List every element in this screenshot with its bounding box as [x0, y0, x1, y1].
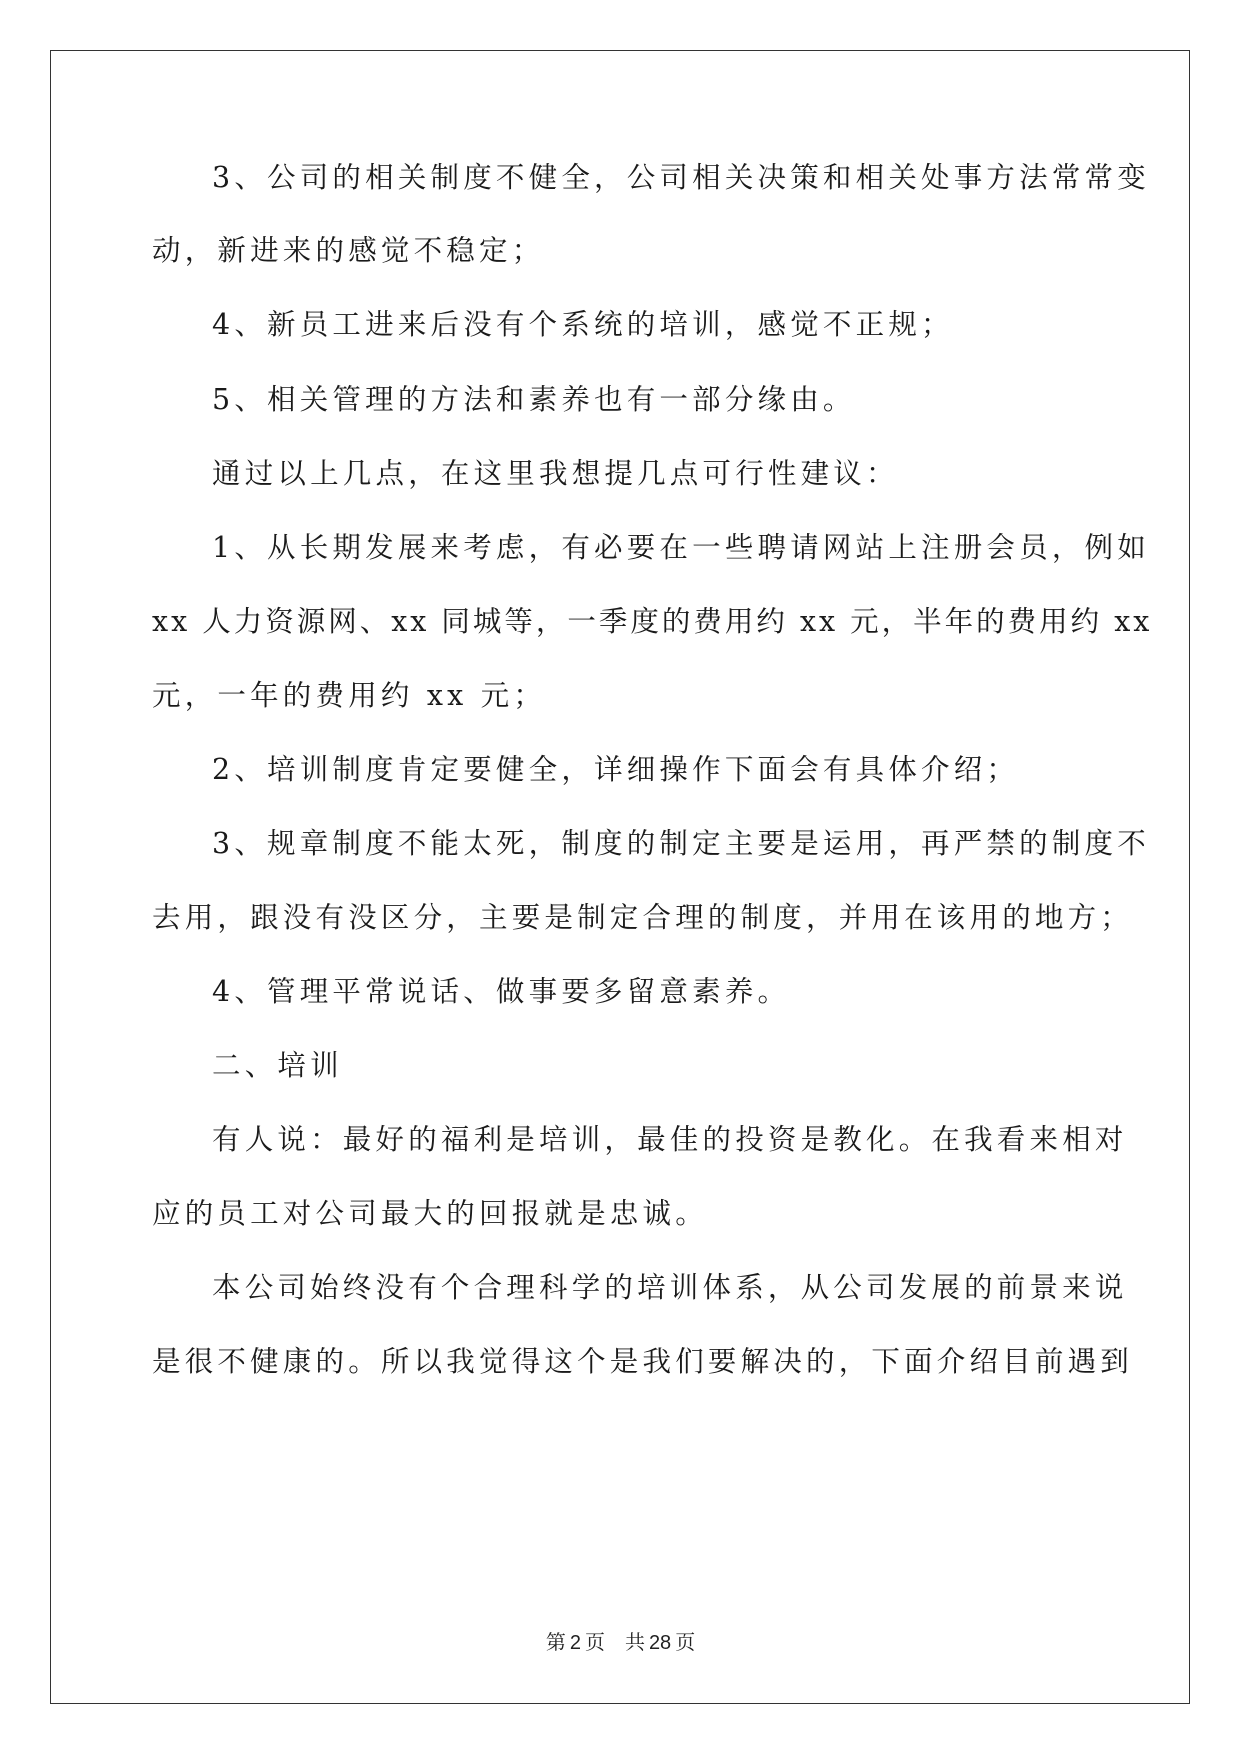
- page-number: 2: [569, 1632, 581, 1654]
- paragraph-line: 有人说：最好的福利是培训，最佳的投资是教化。在我看来相对: [212, 1123, 1128, 1156]
- total-pages: 28: [648, 1632, 672, 1654]
- paragraph-line: 3、公司的相关制度不健全，公司相关决策和相关处事方法常常变: [212, 161, 1150, 194]
- paragraph-line: 去用，跟没有没区分，主要是制定合理的制度，并用在该用的地方；: [152, 901, 1134, 934]
- paragraph-line: 3、规章制度不能太死，制度的制定主要是运用，再严禁的制度不: [212, 827, 1150, 860]
- section-heading: 二、培训: [212, 1049, 343, 1082]
- paragraph-line: 元，一年的费用约 xx 元；: [152, 679, 547, 712]
- total-prefix: 共: [624, 1632, 645, 1654]
- page-prefix: 第: [545, 1632, 566, 1654]
- paragraph-line: 2、培训制度肯定要健全，详细操作下面会有具体介绍；: [212, 753, 1020, 786]
- paragraph-line: 5、相关管理的方法和素养也有一部分缘由。: [212, 383, 856, 416]
- paragraph-line: 通过以上几点，在这里我想提几点可行性建议：: [212, 457, 899, 490]
- paragraph-line: 动，新进来的感觉不稳定；: [152, 234, 545, 267]
- page-border: [50, 50, 1190, 1704]
- total-suffix: 页: [675, 1632, 696, 1654]
- page-suffix: 页: [584, 1632, 605, 1654]
- paragraph-line: 本公司始终没有个合理科学的培训体系，从公司发展的前景来说: [212, 1271, 1128, 1304]
- paragraph-line: 1、从长期发展来考虑，有必要在一些聘请网站上注册会员，例如: [212, 531, 1150, 564]
- paragraph-line: xx 人力资源网、xx 同城等，一季度的费用约 xx 元，半年的费用约 xx: [152, 605, 1153, 638]
- paragraph-line: 应的员工对公司最大的回报就是忠诚。: [152, 1197, 708, 1230]
- paragraph-line: 4、管理平常说话、做事要多留意素养。: [212, 975, 791, 1008]
- paragraph-line: 是很不健康的。所以我觉得这个是我们要解决的，下面介绍目前遇到: [152, 1345, 1134, 1378]
- paragraph-line: 4、新员工进来后没有个系统的培训，感觉不正规；: [212, 308, 954, 341]
- page-footer: [0, 1626, 1241, 1655]
